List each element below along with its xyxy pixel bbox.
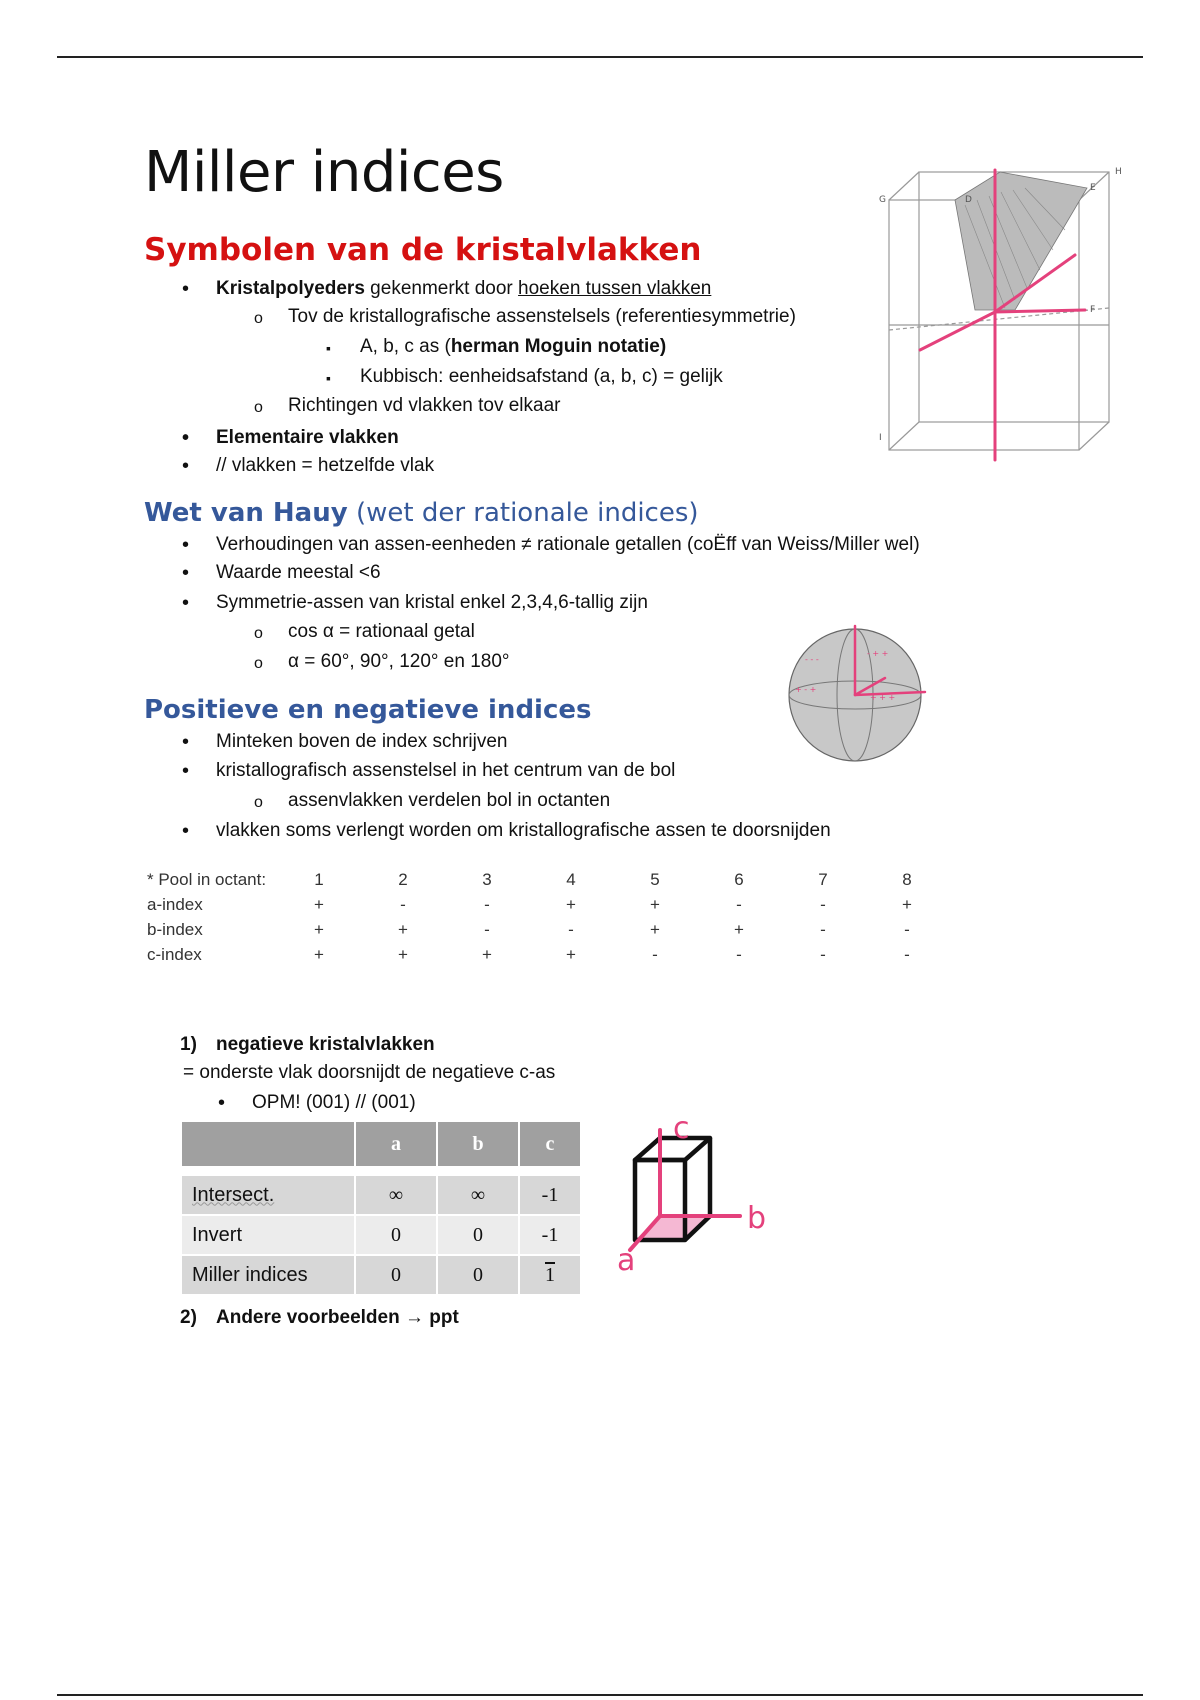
sign-cell: - bbox=[484, 895, 490, 914]
sign-cell: - bbox=[820, 945, 826, 964]
octant-number: 5 bbox=[650, 870, 660, 889]
list-item: • kristallografisch assenstelsel in het centrum van de bol bbox=[216, 760, 675, 782]
list-item: • vlakken soms verlengt worden om kristallografische assen te doorsnijden bbox=[216, 820, 831, 842]
row-label bbox=[181, 1175, 355, 1215]
octant-sphere-figure bbox=[775, 620, 935, 770]
sign-cell: + bbox=[650, 920, 660, 939]
list-item: o α = 60°, 90°, 120° en 180° bbox=[288, 651, 510, 673]
text: A, b, c as ( bbox=[360, 336, 451, 357]
cube-sketch-figure bbox=[615, 1110, 795, 1280]
miller-table bbox=[180, 1120, 582, 1296]
row-label: Miller indices bbox=[181, 1255, 355, 1295]
row-label: c-index bbox=[147, 945, 202, 964]
table-cell: ∞ bbox=[355, 1175, 437, 1215]
list-item: ▪ Kubbisch: eenheidsafstand (a, b, c) = gelijk bbox=[360, 366, 723, 388]
octant-header-label: * Pool in octant: bbox=[147, 870, 267, 889]
heading-bold: Wet van Hauy bbox=[144, 498, 348, 528]
sign-cell: + bbox=[314, 895, 324, 914]
table-cell bbox=[519, 1255, 581, 1295]
octant-number: 2 bbox=[398, 870, 408, 889]
page-title: Miller indices bbox=[144, 140, 504, 205]
text: gekenmerkt door bbox=[364, 278, 519, 299]
svg-text:E: E bbox=[1090, 183, 1096, 193]
list-item: • Verhoudingen van assen-eenheden ≠ rationale getallen (coËff van Weiss/Miller wel) bbox=[216, 534, 920, 556]
bottom-rule bbox=[57, 1694, 1143, 1696]
table-cell: -1 bbox=[519, 1215, 581, 1255]
sketch-label-a: a bbox=[617, 1243, 636, 1278]
sign-cell: - bbox=[736, 945, 742, 964]
list-item: • Minteken boven de index schrijven bbox=[216, 731, 508, 753]
table-row bbox=[181, 1255, 581, 1295]
table-row bbox=[181, 1175, 581, 1215]
sign-cell: - bbox=[652, 945, 658, 964]
list-item: o Richtingen vd vlakken tov elkaar bbox=[288, 395, 560, 417]
sign-cell: + bbox=[650, 895, 660, 914]
sign-cell: + bbox=[566, 895, 576, 914]
sign-cell: + bbox=[398, 920, 408, 939]
section3-heading: Positieve en negatieve indices bbox=[144, 695, 592, 725]
section1-heading: Symbolen van de kristalvlakken bbox=[144, 232, 702, 268]
numbered-item-title: Andere voorbeelden → ppt bbox=[216, 1307, 459, 1328]
list-item: o assenvlakken verdelen bol in octanten bbox=[288, 790, 610, 812]
table-row bbox=[181, 1215, 581, 1255]
svg-text:+ - +: + - + bbox=[795, 685, 817, 694]
octant-number: 6 bbox=[734, 870, 744, 889]
opm-text: OPM! (001) // (001) bbox=[252, 1092, 416, 1113]
table-header-cell bbox=[181, 1121, 355, 1167]
sign-cell: - bbox=[820, 895, 826, 914]
crystal-axes-figure bbox=[865, 160, 1135, 465]
list-item: • Waarde meestal <6 bbox=[216, 562, 381, 584]
row-label-text: Intersect. bbox=[192, 1183, 275, 1206]
numbered-item-title: negatieve kristalvlakken bbox=[216, 1034, 435, 1055]
bold-term: Kristalpolyeders bbox=[216, 278, 365, 299]
octant-number: 3 bbox=[482, 870, 492, 889]
section2-heading bbox=[144, 498, 699, 528]
sign-cell: - bbox=[820, 920, 826, 939]
sketch-label-c: c bbox=[673, 1111, 690, 1146]
svg-text:H: H bbox=[1115, 167, 1122, 177]
svg-text:- + +: - + + bbox=[867, 649, 889, 658]
list-item bbox=[360, 336, 666, 358]
octant-number: 7 bbox=[818, 870, 828, 889]
numbered-item-text: = onderste vlak doorsnijdt de negatieve c-as bbox=[183, 1062, 556, 1083]
list-item: • Elementaire vlakken bbox=[216, 427, 399, 449]
octant-number: 1 bbox=[314, 870, 324, 889]
svg-text:I: I bbox=[879, 433, 882, 443]
table-cell: 0 bbox=[437, 1255, 519, 1295]
table-cell: -1 bbox=[519, 1175, 581, 1215]
table-header-cell: c bbox=[519, 1121, 581, 1167]
row-label: Invert bbox=[181, 1215, 355, 1255]
sign-cell: + bbox=[902, 895, 912, 914]
sign-cell: - bbox=[400, 895, 406, 914]
svg-text:G: G bbox=[879, 195, 886, 205]
opm-note bbox=[218, 1092, 416, 1114]
list-item: • // vlakken = hetzelfde vlak bbox=[216, 455, 434, 477]
underlined-text: hoeken tussen vlakken bbox=[518, 278, 712, 299]
table-header-cell: a bbox=[355, 1121, 437, 1167]
octant-number: 8 bbox=[902, 870, 912, 889]
sign-cell: - bbox=[904, 920, 910, 939]
sign-cell: + bbox=[566, 945, 576, 964]
sign-cell: + bbox=[314, 920, 324, 939]
list-item: o Tov de kristallografische assenstelsels (referentiesymmetrie) bbox=[288, 306, 796, 328]
list-item bbox=[216, 278, 711, 300]
table-cell: ∞ bbox=[437, 1175, 519, 1215]
list-item: o cos α = rationaal getal bbox=[288, 621, 475, 643]
svg-text:+ + +: + + + bbox=[870, 693, 896, 702]
table-cell: 0 bbox=[355, 1215, 437, 1255]
table-header-cell: b bbox=[437, 1121, 519, 1167]
top-rule bbox=[57, 56, 1143, 58]
sign-cell: + bbox=[398, 945, 408, 964]
sign-cell: + bbox=[482, 945, 492, 964]
svg-text:F: F bbox=[1090, 305, 1096, 315]
list-item: • Symmetrie-assen van kristal enkel 2,3,4,6-tallig zijn bbox=[216, 592, 648, 614]
row-label: b-index bbox=[147, 920, 203, 939]
numbered-item-number: 2) bbox=[180, 1307, 197, 1328]
sign-cell: + bbox=[314, 945, 324, 964]
svg-text:D: D bbox=[965, 195, 972, 205]
sign-cell: - bbox=[736, 895, 742, 914]
row-label: a-index bbox=[147, 895, 203, 914]
sign-cell: - bbox=[568, 920, 574, 939]
table-header-row bbox=[181, 1121, 581, 1167]
bullet: • bbox=[218, 1092, 226, 1114]
numbered-item-number: 1) bbox=[180, 1034, 197, 1055]
heading-light: (wet der rationale indices) bbox=[347, 498, 699, 528]
table-cell: 0 bbox=[437, 1215, 519, 1255]
sketch-label-b: b bbox=[747, 1201, 767, 1236]
sign-cell: - bbox=[904, 945, 910, 964]
octant-number: 4 bbox=[566, 870, 576, 889]
sign-cell: - bbox=[484, 920, 490, 939]
bold-text: herman Moguin notatie) bbox=[450, 336, 667, 357]
table-spacer bbox=[181, 1167, 581, 1175]
overlined-index: 1 bbox=[545, 1263, 555, 1286]
table-cell: 0 bbox=[355, 1255, 437, 1295]
sign-cell: + bbox=[734, 920, 744, 939]
svg-text:- - -: - - - bbox=[805, 655, 819, 664]
